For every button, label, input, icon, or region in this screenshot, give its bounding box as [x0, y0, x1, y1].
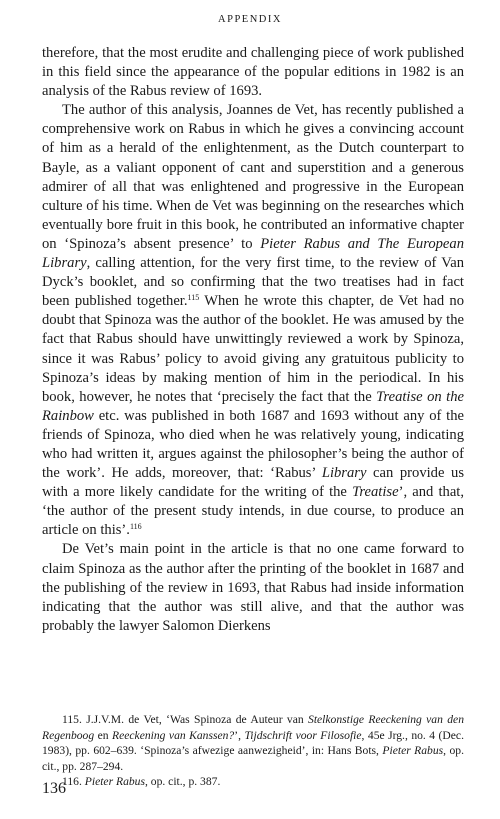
running-head: APPENDIX: [218, 14, 282, 25]
italic-text: Pieter Rabus and The European Library: [42, 235, 464, 272]
italic-text: Library: [321, 465, 367, 482]
italic-text: Tijdschrift voor Filosofie: [244, 728, 362, 742]
footnote-116: [42, 774, 464, 790]
text-run: 115. J.J.V.M. de Vet, ‘Was Spinoza de Auteur van: [62, 713, 309, 726]
paragraph-2: [42, 101, 464, 540]
footnotes: [42, 712, 464, 790]
italic-text: Treatise: [352, 484, 399, 501]
page-number: 136: [42, 780, 66, 797]
body-text: [42, 44, 464, 636]
text-run: 116.: [62, 775, 85, 789]
text-run: De Vet’s main point in the article is that no one came forward to claim Spinoza as the author after the printing of the booklet in 1687 and the publishing of the review in 1693, that Rabus had inside information indicating that the author was still alive, and that the author was probably the lawyer Salomon Dierkens: [42, 541, 464, 634]
text-run: When he wrote this chapter, de Vet had no doubt that Spinoza was the author of the booklet. He was amused by the fact that Rabus should have unwittingly reviewed a work by Spinoza, since it was Rabus’ policy to avoid giving any gratuitous publicity to Spinoza’s ideas by making mention of him in the periodical. In his book, however, he notes that ‘precisely the fact that the: [42, 293, 464, 405]
italic-text: Pieter Rabus: [84, 775, 145, 789]
footnote-115: [42, 712, 464, 774]
text-run: , calling attention, for the very first time, to the review of Van Dyck’s booklet, and so confirming that the two treatises had in fact been published together.: [42, 255, 464, 310]
footnote-ref: 115: [187, 293, 200, 303]
paragraph-3: [42, 540, 464, 635]
text-run: ’, and that, ‘the author of the present study intends, in due course, to produce an article on this’.: [42, 484, 464, 539]
text-run: ’,: [234, 728, 245, 742]
footnote-ref: 116: [129, 522, 142, 532]
text-run: can provide us with a more likely candidate for the writing of the: [42, 465, 464, 501]
text-run: , op. cit., pp. 287–294.: [42, 744, 465, 773]
italic-text: Treatise on the Rainbow: [42, 388, 464, 424]
text-run: therefore, that the most erudite and challenging piece of work published in this field since the appearance of the popular editions in 1982 is an analysis of the Rabus review of 1693.: [42, 45, 464, 100]
text-run: etc. was published in both 1687 and 1693 without any of the friends of Spinoza, who died when he was relatively young, indicating who had written it, argues against the philosopher’s being the author of the work’. He adds, moreover, that: ‘Rabus’: [42, 407, 464, 482]
paragraph-1: [42, 44, 464, 101]
text-run: , op. cit., p. 387.: [144, 775, 221, 789]
italic-text: Pieter Rabus: [382, 744, 444, 758]
italic-text: Reeckening van Kanssen?: [112, 728, 235, 742]
text-run: , 45e Jrg., no. 4 (Dec. 1983), pp. 602–639. ‘Spinoza’s afwezige aanwezigheid’, in: Hans Bots,: [42, 728, 464, 758]
italic-text: Stelkonstige Reeckening van den Regenboog: [42, 713, 464, 742]
text-run: The author of this analysis, Joannes de Vet, has recently published a comprehensive work on Rabus in which he gives a convincing account of him as a herald of the enlightenment, as the Dutch counterpart to Bayle, as a valiant opponent of cant and superstition and a generous admirer of all that was enlightened and progressive in the European culture of his time. When de Vet was beginning on the researches which eventually bore fruit in this book, he contributed an informative chapter on ‘Spinoza’s absent presence’ to: [42, 102, 464, 252]
text-run: en: [94, 728, 113, 742]
